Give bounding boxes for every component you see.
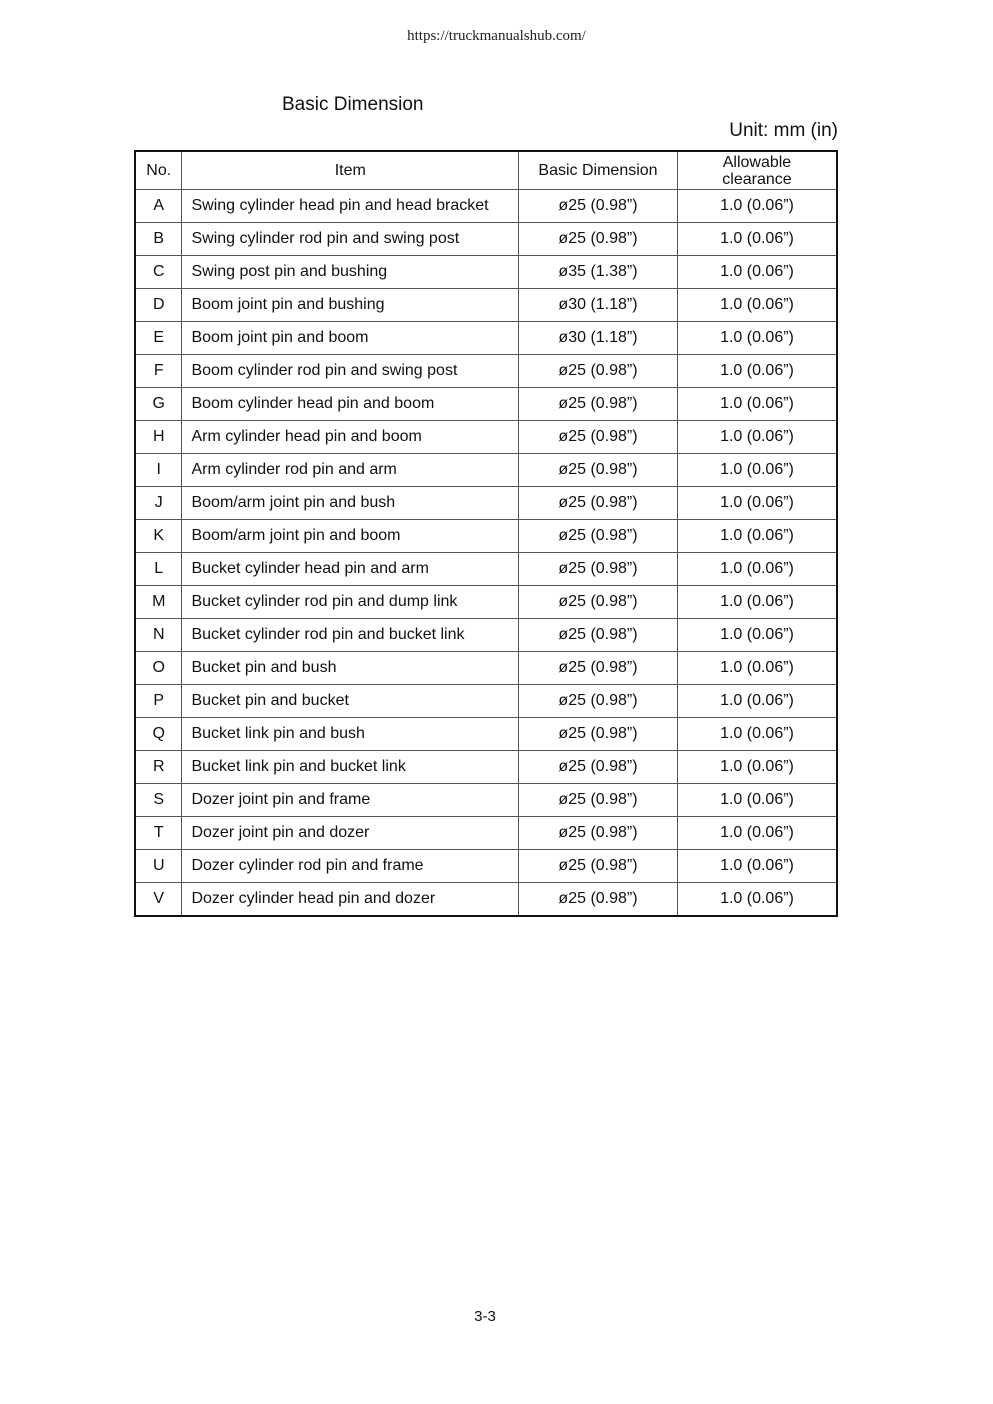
table-body <box>135 190 837 917</box>
cell-allowable-clearance: 1.0 (0.06”) <box>677 553 837 586</box>
cell-no: R <box>135 751 182 784</box>
cell-basic-dimension: ø25 (0.98”) <box>519 553 678 586</box>
cell-no: V <box>135 883 182 917</box>
cell-allowable-clearance: 1.0 (0.06”) <box>677 256 837 289</box>
cell-item: Bucket pin and bucket <box>182 685 519 718</box>
cell-basic-dimension: ø25 (0.98”) <box>519 784 678 817</box>
cell-basic-dimension: ø25 (0.98”) <box>519 652 678 685</box>
table-row <box>135 223 837 256</box>
cell-allowable-clearance: 1.0 (0.06”) <box>677 388 837 421</box>
cell-no: E <box>135 322 182 355</box>
table-row <box>135 784 837 817</box>
cell-allowable-clearance: 1.0 (0.06”) <box>677 784 837 817</box>
cell-item: Swing post pin and bushing <box>182 256 519 289</box>
cell-item: Boom/arm joint pin and bush <box>182 487 519 520</box>
cell-item: Swing cylinder head pin and head bracket <box>182 190 519 223</box>
table-row <box>135 289 837 322</box>
cell-item: Swing cylinder rod pin and swing post <box>182 223 519 256</box>
dimension-table <box>134 150 838 917</box>
cell-item: Dozer cylinder rod pin and frame <box>182 850 519 883</box>
table-header <box>135 151 837 190</box>
cell-basic-dimension: ø25 (0.98”) <box>519 454 678 487</box>
cell-allowable-clearance: 1.0 (0.06”) <box>677 487 837 520</box>
cell-no: N <box>135 619 182 652</box>
cell-no: H <box>135 421 182 454</box>
cell-basic-dimension: ø25 (0.98”) <box>519 883 678 917</box>
column-header-no: No. <box>135 151 182 190</box>
table-row <box>135 619 837 652</box>
cell-allowable-clearance: 1.0 (0.06”) <box>677 289 837 322</box>
cell-no: Q <box>135 718 182 751</box>
cell-allowable-clearance: 1.0 (0.06”) <box>677 619 837 652</box>
column-header-allowable-clearance <box>677 151 837 190</box>
column-header-item: Item <box>182 151 519 190</box>
cell-basic-dimension: ø25 (0.98”) <box>519 388 678 421</box>
cell-allowable-clearance: 1.0 (0.06”) <box>677 322 837 355</box>
table-row <box>135 652 837 685</box>
table-row <box>135 421 837 454</box>
cell-allowable-clearance: 1.0 (0.06”) <box>677 751 837 784</box>
cell-basic-dimension: ø25 (0.98”) <box>519 751 678 784</box>
cell-no: I <box>135 454 182 487</box>
page-number: 3-3 <box>474 1308 496 1325</box>
cell-basic-dimension: ø25 (0.98”) <box>519 190 678 223</box>
cell-item: Boom/arm joint pin and boom <box>182 520 519 553</box>
table-row <box>135 718 837 751</box>
cell-allowable-clearance: 1.0 (0.06”) <box>677 454 837 487</box>
column-header-allowable-clearance-text: Allowable clearance <box>722 153 792 188</box>
cell-item: Boom cylinder head pin and boom <box>182 388 519 421</box>
cell-no: K <box>135 520 182 553</box>
table-row <box>135 487 837 520</box>
cell-basic-dimension: ø25 (0.98”) <box>519 586 678 619</box>
cell-allowable-clearance: 1.0 (0.06”) <box>677 718 837 751</box>
cell-item: Dozer joint pin and dozer <box>182 817 519 850</box>
cell-item: Dozer joint pin and frame <box>182 784 519 817</box>
table-row <box>135 322 837 355</box>
cell-item: Bucket link pin and bush <box>182 718 519 751</box>
cell-basic-dimension: ø35 (1.38”) <box>519 256 678 289</box>
cell-no: U <box>135 850 182 883</box>
cell-no: S <box>135 784 182 817</box>
cell-allowable-clearance: 1.0 (0.06”) <box>677 685 837 718</box>
cell-no: O <box>135 652 182 685</box>
cell-no: L <box>135 553 182 586</box>
cell-no: B <box>135 223 182 256</box>
table-row <box>135 553 837 586</box>
cell-basic-dimension: ø25 (0.98”) <box>519 850 678 883</box>
source-url: https://truckmanualshub.com/ <box>407 28 586 44</box>
cell-no: P <box>135 685 182 718</box>
table-row <box>135 520 837 553</box>
cell-allowable-clearance: 1.0 (0.06”) <box>677 190 837 223</box>
table-row <box>135 850 837 883</box>
cell-allowable-clearance: 1.0 (0.06”) <box>677 421 837 454</box>
cell-basic-dimension: ø25 (0.98”) <box>519 685 678 718</box>
cell-allowable-clearance: 1.0 (0.06”) <box>677 223 837 256</box>
table-row <box>135 751 837 784</box>
table-row <box>135 256 837 289</box>
cell-item: Boom joint pin and boom <box>182 322 519 355</box>
cell-allowable-clearance: 1.0 (0.06”) <box>677 817 837 850</box>
cell-allowable-clearance: 1.0 (0.06”) <box>677 520 837 553</box>
section-title: Basic Dimension <box>282 94 424 115</box>
cell-basic-dimension: ø25 (0.98”) <box>519 520 678 553</box>
cell-basic-dimension: ø25 (0.98”) <box>519 223 678 256</box>
cell-item: Boom joint pin and bushing <box>182 289 519 322</box>
cell-basic-dimension: ø25 (0.98”) <box>519 421 678 454</box>
table-row <box>135 817 837 850</box>
cell-item: Boom cylinder rod pin and swing post <box>182 355 519 388</box>
cell-basic-dimension: ø25 (0.98”) <box>519 718 678 751</box>
unit-label: Unit: mm (in) <box>729 120 838 141</box>
table-row <box>135 355 837 388</box>
cell-item: Bucket cylinder rod pin and dump link <box>182 586 519 619</box>
cell-item: Bucket cylinder head pin and arm <box>182 553 519 586</box>
cell-no: M <box>135 586 182 619</box>
cell-allowable-clearance: 1.0 (0.06”) <box>677 355 837 388</box>
cell-basic-dimension: ø25 (0.98”) <box>519 817 678 850</box>
cell-no: D <box>135 289 182 322</box>
cell-basic-dimension: ø30 (1.18”) <box>519 322 678 355</box>
cell-item: Bucket link pin and bucket link <box>182 751 519 784</box>
table-row <box>135 388 837 421</box>
column-header-basic-dimension: Basic Dimension <box>519 151 678 190</box>
cell-allowable-clearance: 1.0 (0.06”) <box>677 883 837 917</box>
cell-allowable-clearance: 1.0 (0.06”) <box>677 586 837 619</box>
cell-basic-dimension: ø25 (0.98”) <box>519 619 678 652</box>
table-row <box>135 190 837 223</box>
cell-no: J <box>135 487 182 520</box>
table-row <box>135 883 837 917</box>
cell-basic-dimension: ø30 (1.18”) <box>519 289 678 322</box>
header-row <box>135 151 837 190</box>
cell-allowable-clearance: 1.0 (0.06”) <box>677 850 837 883</box>
cell-item: Dozer cylinder head pin and dozer <box>182 883 519 917</box>
cell-basic-dimension: ø25 (0.98”) <box>519 355 678 388</box>
table-row <box>135 586 837 619</box>
table-row <box>135 454 837 487</box>
cell-no: G <box>135 388 182 421</box>
cell-no: A <box>135 190 182 223</box>
cell-no: F <box>135 355 182 388</box>
cell-basic-dimension: ø25 (0.98”) <box>519 487 678 520</box>
table-row <box>135 685 837 718</box>
cell-allowable-clearance: 1.0 (0.06”) <box>677 652 837 685</box>
cell-item: Bucket pin and bush <box>182 652 519 685</box>
cell-no: T <box>135 817 182 850</box>
cell-item: Bucket cylinder rod pin and bucket link <box>182 619 519 652</box>
cell-item: Arm cylinder rod pin and arm <box>182 454 519 487</box>
cell-no: C <box>135 256 182 289</box>
cell-item: Arm cylinder head pin and boom <box>182 421 519 454</box>
